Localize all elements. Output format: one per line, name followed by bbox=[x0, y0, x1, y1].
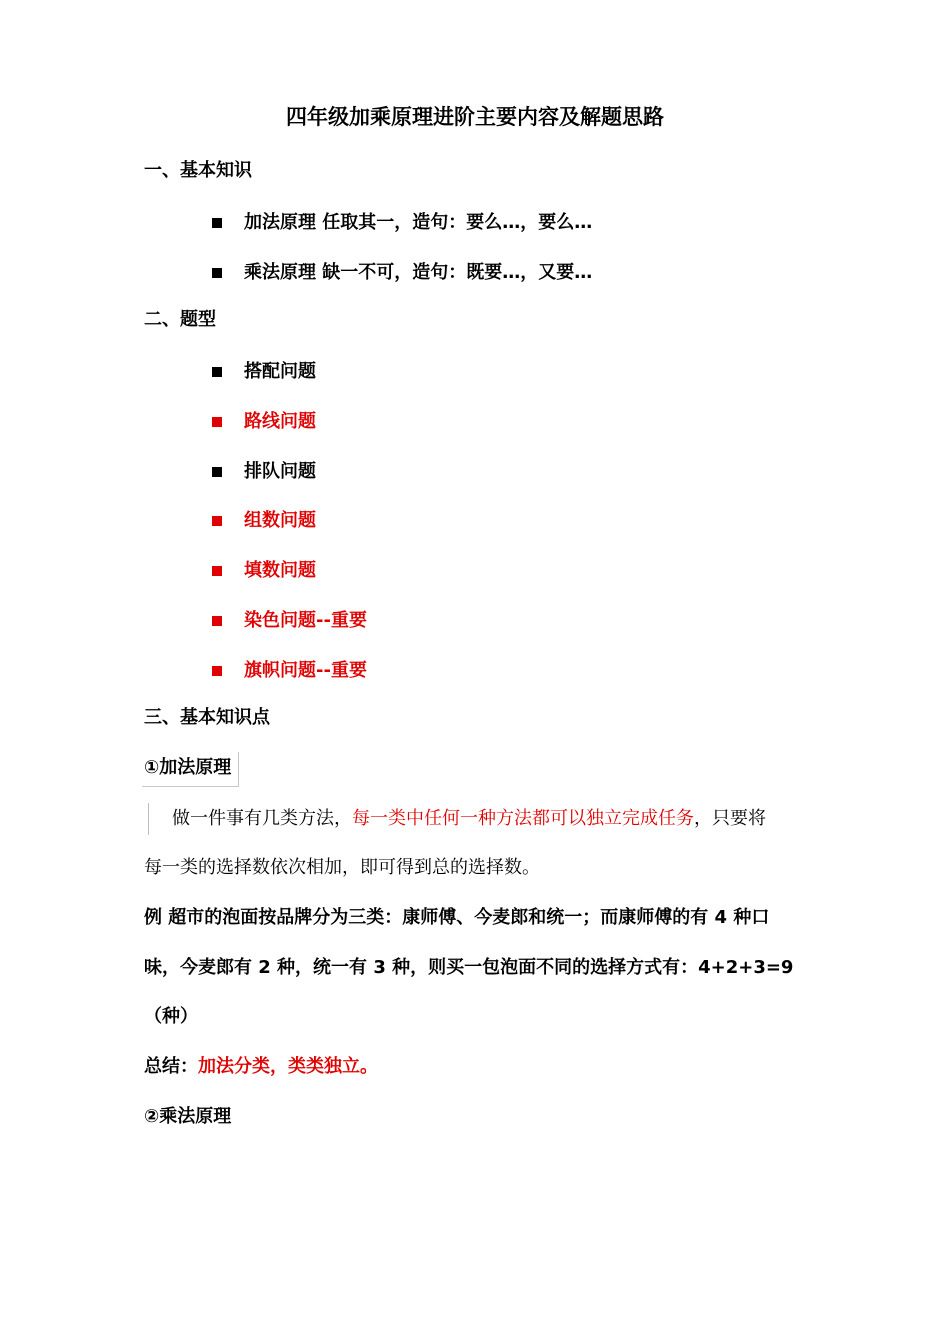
list-item-queueing bbox=[212, 458, 316, 486]
square-bullet-icon bbox=[212, 566, 222, 576]
paragraph-indent-marker bbox=[148, 803, 149, 835]
list-item-label: 乘法原理 缺一不可，造句：既要…，又要… bbox=[244, 262, 593, 283]
list-item-matching bbox=[212, 358, 316, 386]
list-item-label: 填数问题 bbox=[244, 560, 316, 581]
paragraph-line-1 bbox=[172, 805, 766, 833]
example-line-3: （种） bbox=[144, 1006, 198, 1027]
paragraph-line-2: 每一类的选择数依次相加，即可得到总的选择数。 bbox=[144, 857, 540, 878]
square-bullet-icon bbox=[212, 268, 222, 278]
square-bullet-icon bbox=[212, 516, 222, 526]
summary-line bbox=[144, 1053, 378, 1081]
list-item-label: 路线问题 bbox=[244, 411, 316, 432]
section-heading-basic-knowledge: 一、基本知识 bbox=[144, 160, 252, 181]
list-item-label: 加法原理 任取其一，造句：要么…，要么… bbox=[244, 212, 593, 233]
page-title: 四年级加乘原理进阶主要内容及解题思路 bbox=[286, 105, 664, 129]
square-bullet-icon bbox=[212, 616, 222, 626]
list-item-label: 旗帜问题--重要 bbox=[244, 660, 367, 681]
list-item-label: 搭配问题 bbox=[244, 361, 316, 382]
list-item-forming-numbers bbox=[212, 507, 316, 535]
example-line-1: 例 超市的泡面按品牌分为三类：康师傅、今麦郎和统一；而康师傅的有 4 种口 bbox=[144, 907, 770, 928]
list-item-label: 排队问题 bbox=[244, 461, 316, 482]
section-heading-problem-types: 二、题型 bbox=[144, 309, 216, 330]
subheading-addition-principle: ①加法原理 bbox=[144, 757, 232, 778]
list-item-multiplication-principle bbox=[212, 259, 592, 287]
list-item-label: 组数问题 bbox=[244, 510, 316, 531]
square-bullet-icon bbox=[212, 467, 222, 477]
square-bullet-icon bbox=[212, 666, 222, 676]
list-item-filling-numbers bbox=[212, 557, 316, 585]
paragraph-text: 做一件事有几类方法， bbox=[172, 808, 352, 829]
square-bullet-icon bbox=[212, 367, 222, 377]
list-item-flags bbox=[212, 657, 367, 685]
subheading-multiplication-principle: ②乘法原理 bbox=[144, 1106, 232, 1127]
paragraph-highlight: 每一类中任何一种方法都可以独立完成任务 bbox=[352, 808, 694, 829]
section-heading-knowledge-points: 三、基本知识点 bbox=[144, 707, 270, 728]
summary-label: 总结： bbox=[144, 1056, 198, 1077]
list-item-label: 染色问题--重要 bbox=[244, 610, 367, 631]
example-line-2: 味，今麦郎有 2 种，统一有 3 种，则买一包泡面不同的选择方式有：4+2+3=9 bbox=[144, 957, 794, 978]
summary-text: 加法分类，类类独立。 bbox=[198, 1056, 378, 1077]
list-item-coloring bbox=[212, 607, 367, 635]
list-item-routes bbox=[212, 408, 316, 436]
square-bullet-icon bbox=[212, 417, 222, 427]
paragraph-text: ，只要将 bbox=[694, 808, 766, 829]
list-item-addition-principle bbox=[212, 209, 592, 237]
square-bullet-icon bbox=[212, 218, 222, 228]
